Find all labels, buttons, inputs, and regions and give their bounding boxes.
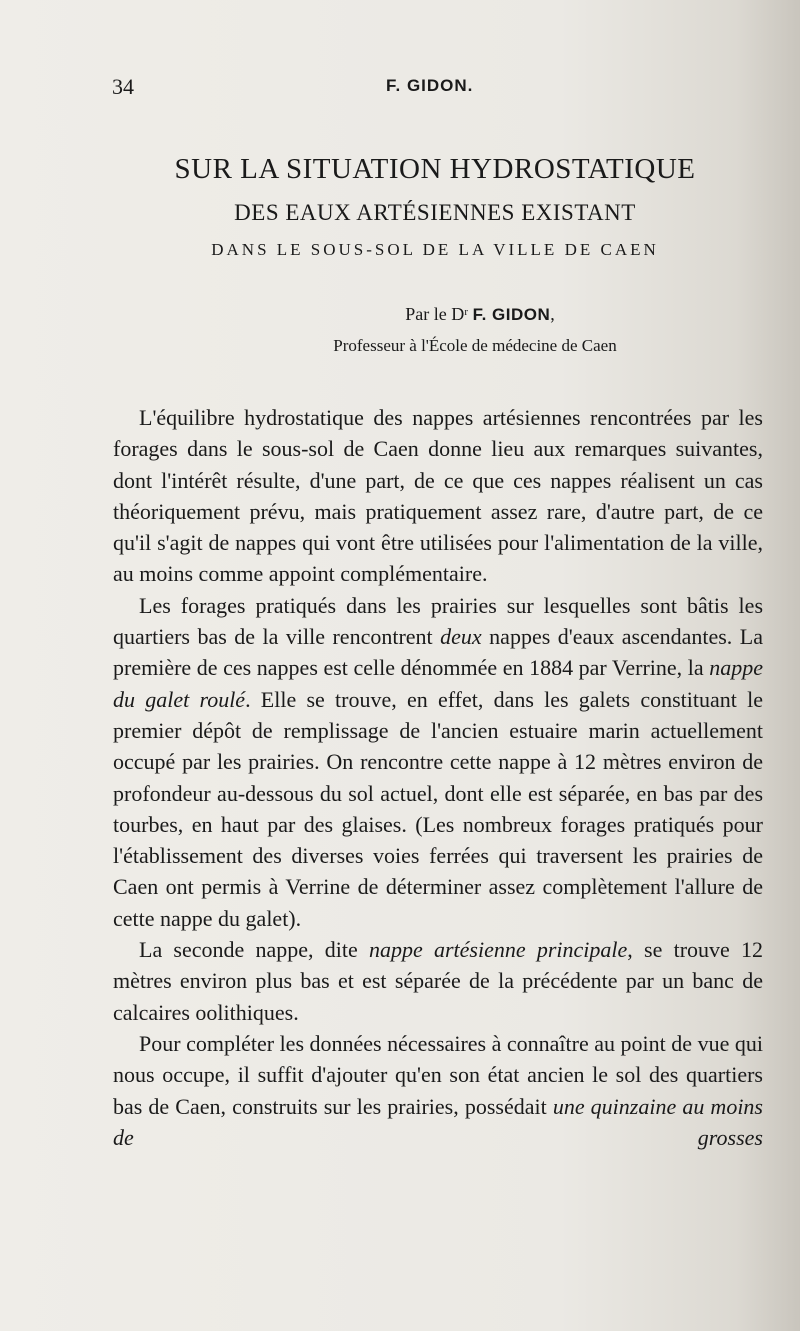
paragraph-3 bbox=[113, 934, 763, 1028]
author-prefix: Par le Dʳ bbox=[405, 304, 473, 324]
paragraph-2-text: Les forages pratiqués dans les prairies sur lesquelles sont bâtis les quartiers bas de la ville rencontrent bbox=[113, 592, 763, 650]
paragraph-2-emphasis: deux bbox=[440, 624, 482, 650]
byline bbox=[110, 300, 760, 363]
paragraph-3-emphasis: nappe artésienne principale bbox=[369, 937, 628, 963]
author-name: F. GIDON bbox=[472, 305, 551, 324]
author-suffix: , bbox=[550, 304, 555, 324]
paragraph-3-text: , se trouve 12 mètres environ plus bas et est séparée de la précédente par un banc de calcaires oolithiques. bbox=[113, 937, 764, 1025]
title-line-2: DES EAUX ARTÉSIENNES EXISTANT bbox=[234, 200, 636, 225]
paragraph-4 bbox=[113, 1028, 763, 1153]
author-line bbox=[110, 300, 760, 329]
paragraph-2 bbox=[113, 590, 763, 934]
paragraph-3-text: La seconde nappe, dite bbox=[139, 937, 369, 963]
running-title: F. GIDON. bbox=[386, 76, 474, 95]
running-head bbox=[112, 74, 762, 104]
paragraph-2-text: nappes d'eaux ascendantes. La première de ces nappes est celle dénommée en 1884 par Verrine, la bbox=[113, 624, 763, 681]
paragraph-2-emphasis: nappe du galet roulé bbox=[113, 655, 763, 712]
paragraph-4-text: Pour compléter les données nécessaires à connaître au point de vue qui nous occupe, il suffit d'ajouter qu'en son état ancien le sol des quartiers bas de Caen, construits sur les prairies, possédait bbox=[113, 1030, 763, 1119]
page-number: 34 bbox=[112, 74, 134, 99]
body-text bbox=[113, 402, 763, 1153]
author-affiliation: Professeur à l'École de médecine de Caen bbox=[333, 336, 617, 355]
paragraph-1: L'équilibre hydrostatique des nappes artésiennes rencontrées par les forages dans le sous-sol de Caen donne lieu aux remarques suivantes, dont l'intérêt résulte, d'une part, de ce que ces nappes réalisent un cas théoriquement prévu, mais pratiquement assez rare, d'autre part, de ce qu'il s'agit de nappes qui vont être utilisées pour l'alimentation de la ville, au moins comme appoint complémentaire. bbox=[113, 405, 763, 587]
title-line-1: SUR LA SITUATION HYDROSTATIQUE bbox=[174, 153, 696, 185]
title-line-3: DANS LE SOUS-SOL DE LA VILLE DE CAEN bbox=[211, 240, 659, 259]
article-title bbox=[110, 148, 760, 264]
paragraph-4-emphasis: une quinzaine au moins de grosses bbox=[113, 1093, 763, 1150]
paragraph-2-text: . Elle se trouve, en effet, dans les galets constituant le premier dépôt de remplissage de l'ancien estuaire marin actuellement occupé par les prairies. On rencontre cette nappe à 12 mètres environ de profondeur au-dessous du sol actuel, dont elle est séparée, en bas par des tourbes, en haut par des glaises. (Les nombreux forages pratiqués pour l'établissement des diverses voies ferrées qui traversent les prairies de Caen ont permis à Verrine de déterminer assez complètement l'allure de cette nappe du galet). bbox=[113, 686, 763, 931]
